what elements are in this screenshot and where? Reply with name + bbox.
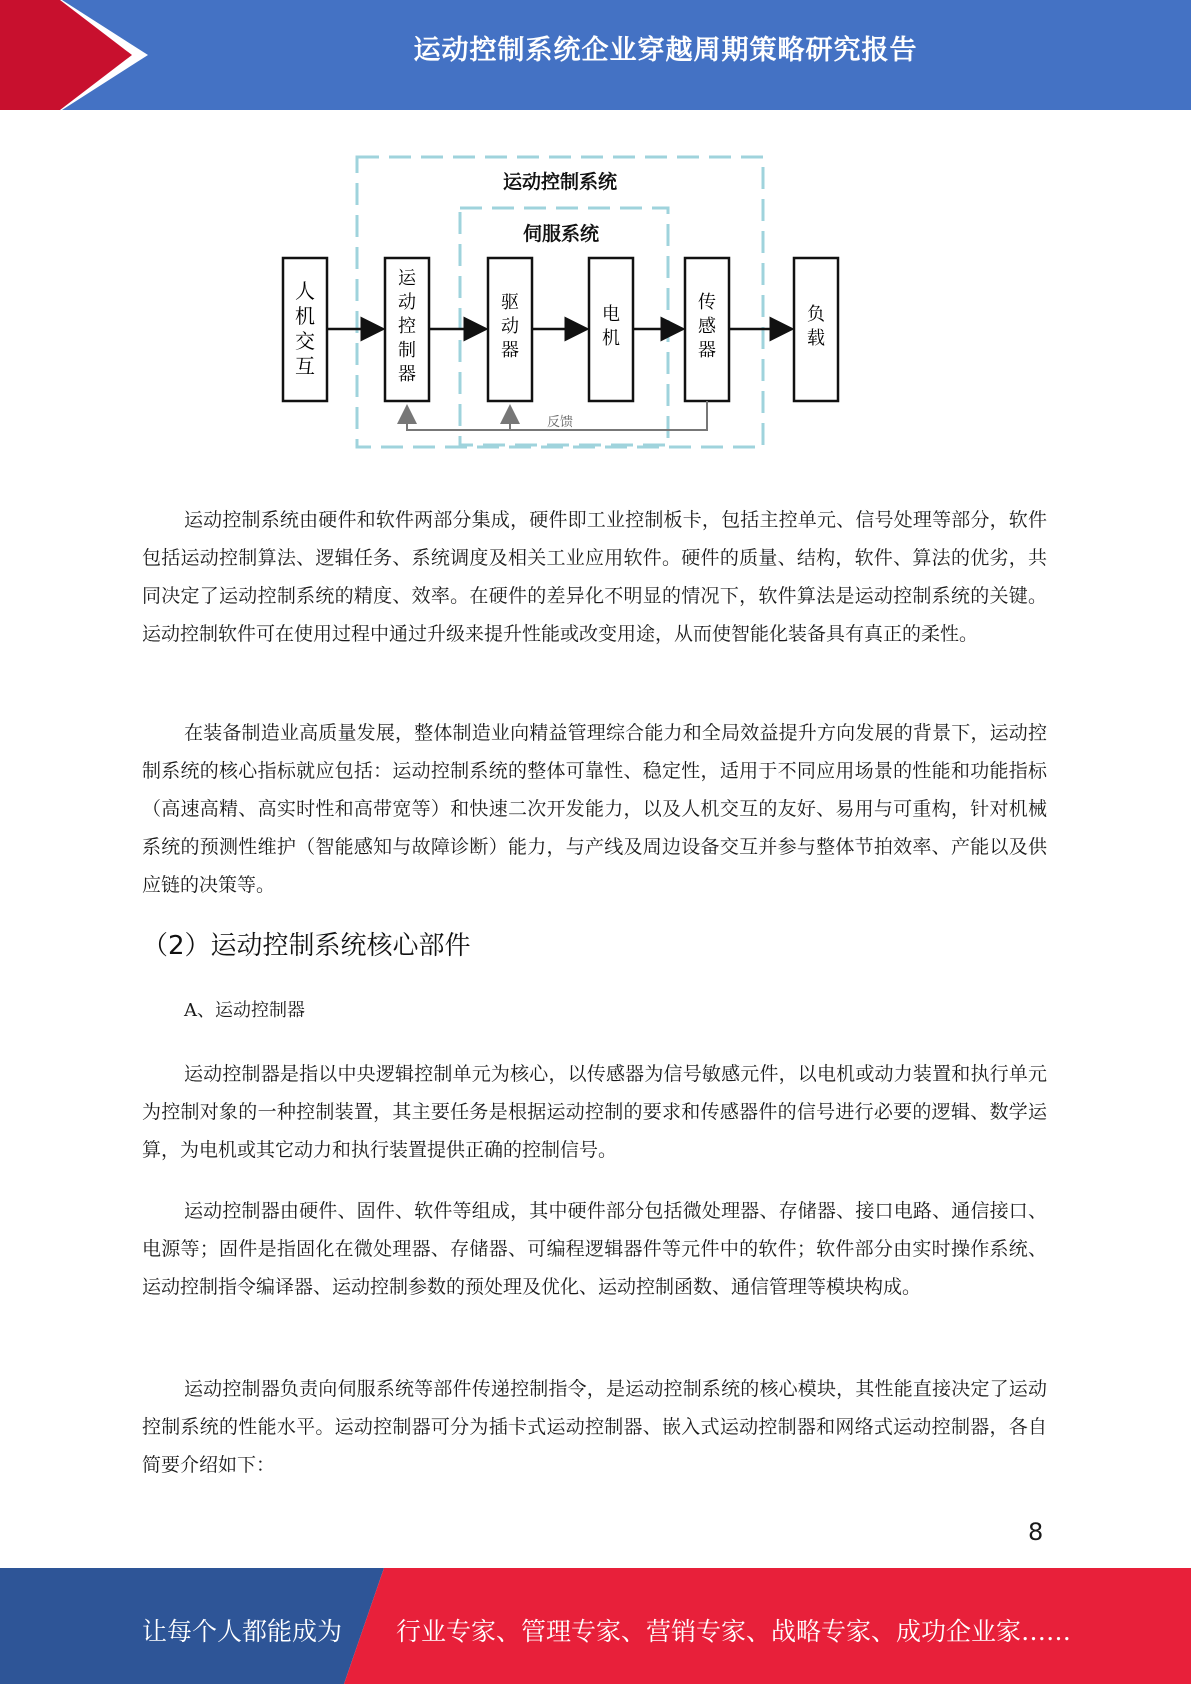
motion-control-diagram <box>270 148 850 462</box>
svg-text:感: 感 <box>698 316 716 337</box>
svg-text:电: 电 <box>602 304 620 325</box>
svg-text:控: 控 <box>398 316 416 337</box>
paragraph-system-composition: 运动控制系统由硬件和软件两部分集成，硬件即工业控制板卡，包括主控单元、信号处理等部分，软件包括运动控制算法、逻辑任务、系统调度及相关工业应用软件。硬件的质量、结构，软件、算法的优劣，共同决定了运动控制系统的精度、效率。在硬件的差异化不明显的情况下，软件算法是运动控制系统的关键。运动控制软件可在使用过程中通过升级来提升性能或改变用途，从而使智能化装备具有真正的柔性。 <box>142 509 1047 645</box>
svg-text:运: 运 <box>398 268 416 289</box>
paragraph-core-indicators: 在装备制造业高质量发展，整体制造业向精益管理综合能力和全局效益提升方向发展的背景下，运动控制系统的核心指标就应包括：运动控制系统的整体可靠性、稳定性，适用于不同应用场景的性能和功能指标（高速高精、高实时性和高带宽等）和快速二次开发能力，以及人机交互的友好、易用与可重构，针对机械系统的预测性维护（智能感知与故障诊断）能力，与产线及周边设备交互并参与整体节拍效率、产能以及供应链的决策等。 <box>142 722 1047 896</box>
footer-slogan-right: 行业专家、管理专家、营销专家、战略专家、成功企业家…… <box>396 1617 1072 1646</box>
servo-system-label: 伺服系统 <box>522 223 600 245</box>
svg-text:机: 机 <box>295 304 315 328</box>
svg-text:机: 机 <box>602 328 620 349</box>
sub-heading-motion-controller: A、运动控制器 <box>184 1000 305 1021</box>
svg-text:器: 器 <box>398 364 416 385</box>
svg-text:负: 负 <box>807 304 825 325</box>
motion-control-system-label: 运动控制系统 <box>502 171 618 193</box>
svg-text:器: 器 <box>501 340 519 361</box>
svg-text:器: 器 <box>698 340 716 361</box>
svg-text:动: 动 <box>501 316 519 337</box>
svg-text:驱: 驱 <box>501 292 519 313</box>
page-footer <box>0 1568 1191 1684</box>
svg-text:人: 人 <box>295 279 315 303</box>
svg-text:传: 传 <box>698 292 716 313</box>
paragraph-controller-composition: 运动控制器由硬件、固件、软件等组成，其中硬件部分包括微处理器、存储器、接口电路、通信接口、电源等；固件是指固化在微处理器、存储器、可编程逻辑器件等元件中的软件；软件部分由实时操作系统、运动控制指令编译器、运动控制参数的预处理及优化、运动控制函数、通信管理等模块构成。 <box>142 1200 1047 1298</box>
page-header <box>0 0 1191 110</box>
footer-slogan-left: 让每个人都能成为 <box>142 1617 343 1646</box>
page-number: 8 <box>1028 1518 1044 1546</box>
block-motion-controller <box>385 258 429 401</box>
block-load <box>794 258 838 401</box>
block-driver <box>488 258 532 401</box>
report-title: 运动控制系统企业穿越周期策略研究报告 <box>413 35 918 66</box>
section-heading: （2）运动控制系统核心部件 <box>142 931 471 961</box>
svg-text:动: 动 <box>398 292 416 313</box>
block-hmi <box>283 258 327 401</box>
svg-text:制: 制 <box>398 340 416 361</box>
feedback-label: 反馈 <box>546 415 574 430</box>
block-motor <box>589 258 633 401</box>
svg-text:交: 交 <box>295 329 315 353</box>
svg-text:互: 互 <box>295 354 315 378</box>
block-sensor <box>685 258 729 401</box>
svg-text:载: 载 <box>807 328 825 349</box>
paragraph-controller-role: 运动控制器负责向伺服系统等部件传递控制指令，是运动控制系统的核心模块，其性能直接决定了运动控制系统的性能水平。运动控制器可分为插卡式运动控制器、嵌入式运动控制器和网络式运动控制器，各自简要介绍如下： <box>142 1378 1047 1476</box>
paragraph-controller-definition: 运动控制器是指以中央逻辑控制单元为核心，以传感器为信号敏感元件，以电机或动力装置和执行单元为控制对象的一种控制装置，其主要任务是根据运动控制的要求和传感器件的信号进行必要的逻辑、数学运算，为电机或其它动力和执行装置提供正确的控制信号。 <box>142 1063 1047 1161</box>
